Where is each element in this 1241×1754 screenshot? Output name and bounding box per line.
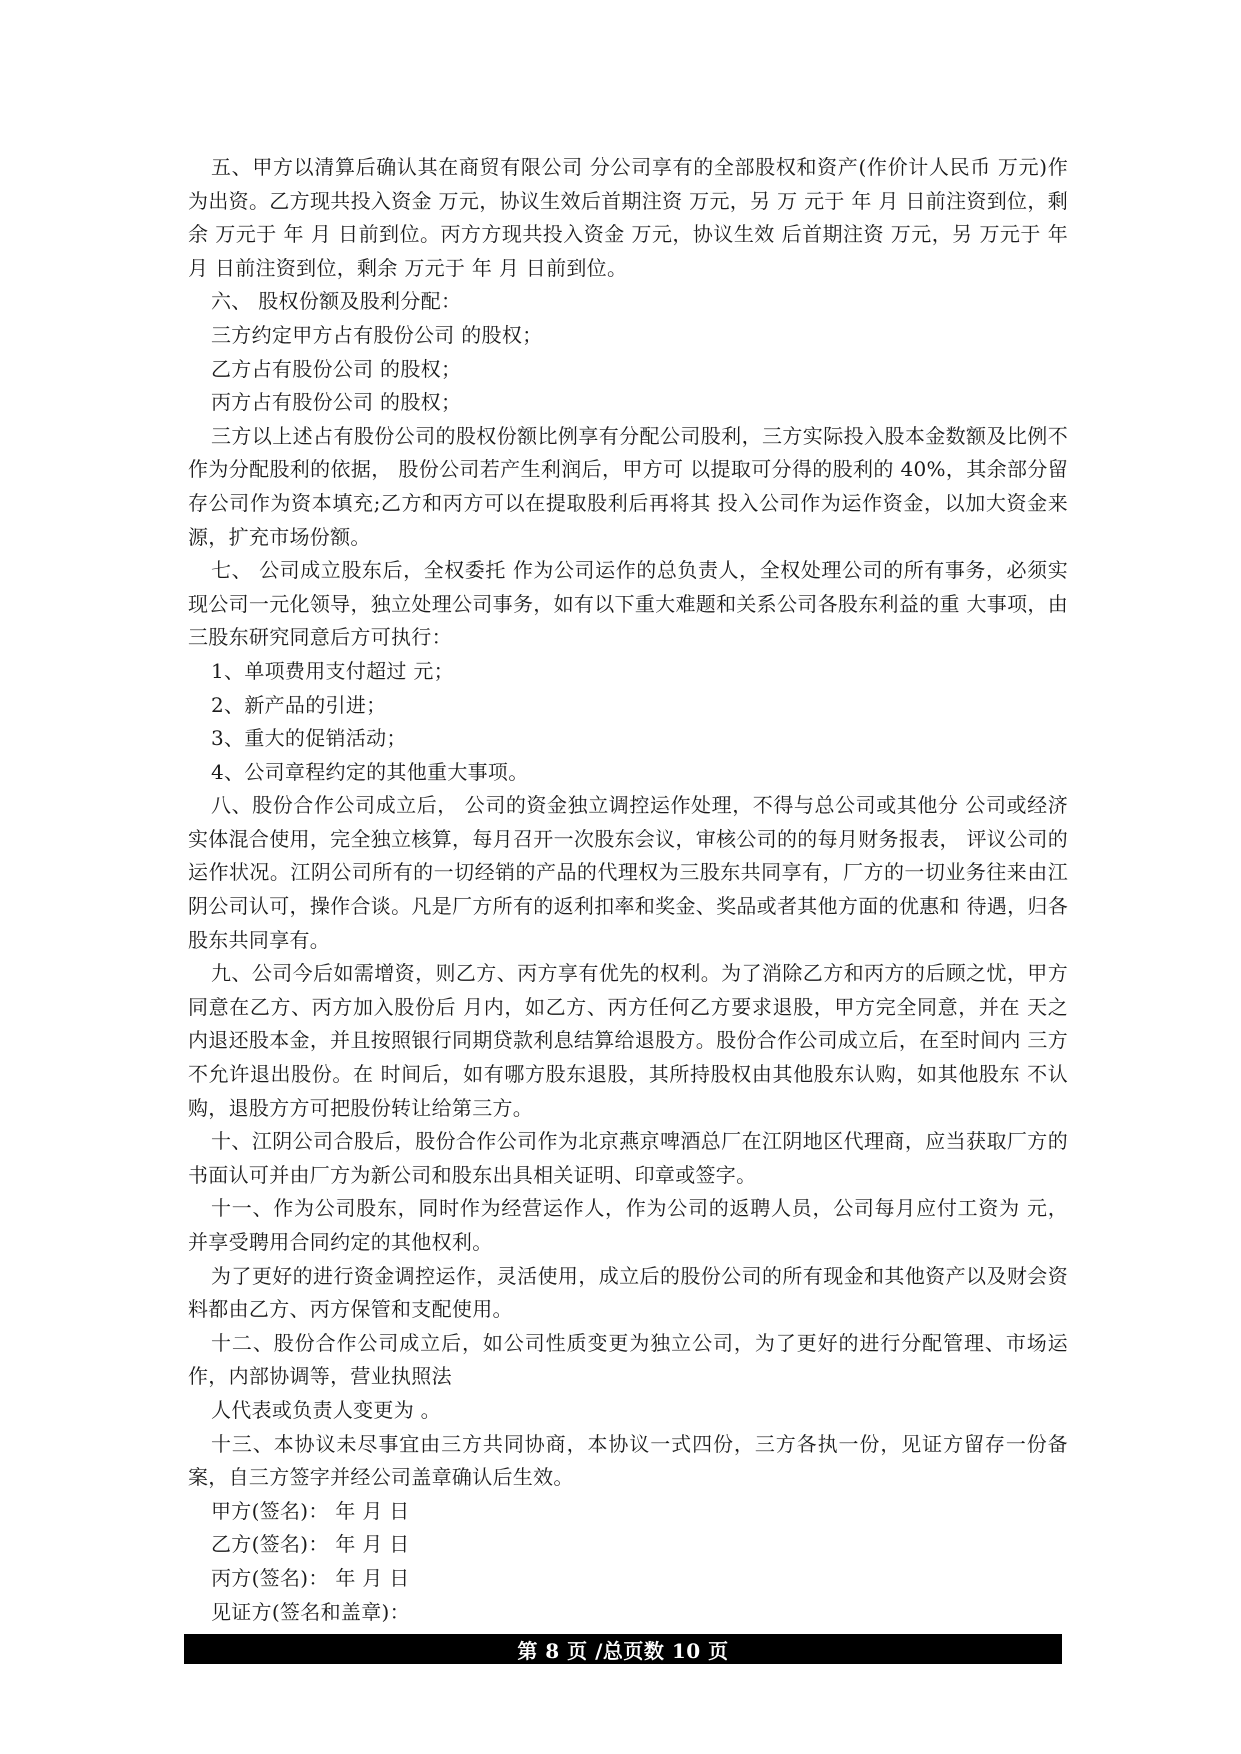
paragraph-article-10: 十、江阴公司合股后，股份合作公司作为北京燕京啤酒总厂在江阴地区代理商，应当获取厂方的书面认可并由厂方为新公司和股东出具相关证明、印章或签字。 <box>188 1129 1068 1187</box>
paragraph-article-11: 十一、作为公司股东，同时作为经营运作人，作为公司的返聘人员，公司每月应付工资为 元，并享受聘用合同约定的其他权利。 <box>188 1196 1068 1254</box>
paragraph-share-party-c: 丙方占有股份公司 的股权； <box>211 390 462 415</box>
list-item-3: 3、重大的促销活动； <box>211 726 407 751</box>
paragraph-article-12-cont: 人代表或负责人变更为 。 <box>211 1397 441 1422</box>
page-footer <box>184 1634 1062 1664</box>
paragraph-article-8: 八、股份合作公司成立后， 公司的资金独立调控运作处理，不得与总公司或其他分 公司或经济实体混合使用，完全独立核算，每月召开一次股东会议，审核公司的的每月财务报表， 评议公司的运作状况。江阴公司所有的一切经销的产品的代理权为三股东共同享有，厂方的一切业务往来由江阴公司认可，操作合谈。凡是厂方所有的返利扣率和奖金、奖品或者其他方面的优惠和 待遇，归各股东共同享有。 <box>188 793 1068 952</box>
paragraph-article-5: 五、甲方以清算后确认其在商贸有限公司 分公司享有的全部股权和资产(作价计人民币 万元)作为出资。乙方现共投入资金 万元，协议生效后首期注资 万元，另 万 元于 年 月 日前注资到位，剩余 万元于 年 月 日前到位。丙方方现共投入资金 万元，协议生效 后首期注资 万元，另 万元于 年 月 日前注资到位，剩余 万元于 年 月 日前到位。 <box>188 155 1068 280</box>
signature-party-b: 乙方(签名)： 年 月 日 <box>211 1532 410 1557</box>
paragraph-fund-control: 为了更好的进行资金调控运作，灵活使用，成立后的股份公司的所有现金和其他资产以及财会资料都由乙方、丙方保管和支配使用。 <box>188 1263 1068 1322</box>
document-body <box>188 151 1068 1629</box>
paragraph-article-12: 十二、股份合作公司成立后，如公司性质变更为独立公司，为了更好的进行分配管理、市场运作，内部协调等，营业执照法 <box>188 1330 1068 1389</box>
paragraph-dividend-distribution: 三方以上述占有股份公司的股权份额比例享有分配公司股利，三方实际投入股本金数额及比例不作为分配股利的依据， 股份公司若产生利润后，甲方可 以提取可分得的股利的 40%，其余部分留存公司作为资本填充;乙方和丙方可以在提取股利后再将其 投入公司作为运作资金，以加大资金来源，扩充市场份额。 <box>188 423 1068 549</box>
signature-witness: 见证方(签名和盖章)： <box>211 1599 410 1624</box>
page-number: 第 8 页 /总页数 10 页 <box>517 1638 729 1663</box>
list-item-2: 2、新产品的引进； <box>211 692 387 717</box>
paragraph-share-party-b: 乙方占有股份公司 的股权； <box>211 356 462 381</box>
paragraph-article-6-heading: 六、 股权份额及股利分配： <box>211 289 462 314</box>
paragraph-article-7: 七、 公司成立股东后，全权委托 作为公司运作的总负责人，全权处理公司的所有事务，必须实现公司一元化领导，独立处理公司事务，如有以下重大难题和关系公司各股东利益的重 大事项，由三股东研究同意后方可执行： <box>188 558 1068 650</box>
paragraph-article-13: 十三、本协议未尽事宜由三方共同协商，本协议一式四份，三方各执一份，见证方留存一份备案，自三方签字并经公司盖章确认后生效。 <box>188 1431 1068 1490</box>
paragraph-share-party-a: 三方约定甲方占有股份公司 的股权； <box>211 322 543 347</box>
signature-party-a: 甲方(签名)： 年 月 日 <box>211 1498 410 1523</box>
list-item-1: 1、单项费用支付超过 元； <box>211 658 454 683</box>
list-item-4: 4、公司章程约定的其他重大事项。 <box>211 759 529 784</box>
signature-party-c: 丙方(签名)： 年 月 日 <box>211 1565 410 1590</box>
paragraph-article-9: 九、公司今后如需增资，则乙方、丙方享有优先的权利。为了消除乙方和丙方的后顾之忧，甲方同意在乙方、丙方加入股份后 月内，如乙方、丙方任何乙方要求退股，甲方完全同意，并在 天之内退还股本金，并且按照银行同期贷款利息结算给退股方。股份合作公司成立后，在至时间内 三方不允许退出股份。在 时间后，如有哪方股东退股，其所持股权由其他股东认购，如其他股东 不认购，退股方方可把股份转让给第三方。 <box>188 961 1068 1120</box>
